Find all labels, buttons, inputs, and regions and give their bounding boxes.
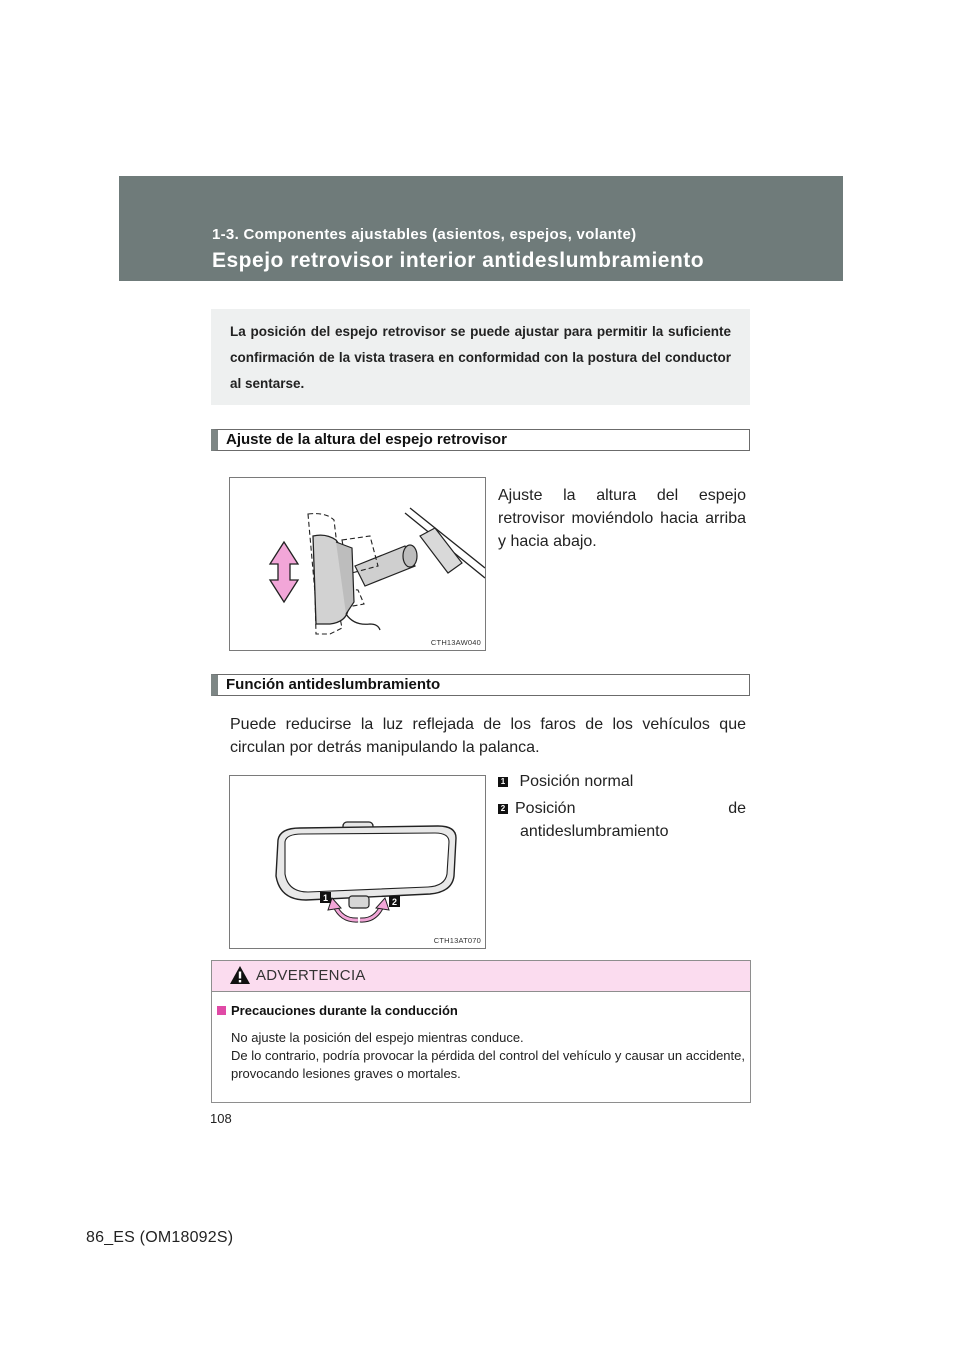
warning-subtitle [217, 1003, 458, 1018]
rotate-right-arrow-icon [376, 898, 389, 910]
up-down-arrow-icon [270, 542, 298, 602]
callout-2-label: 2 [391, 897, 398, 907]
figure-mirror-antiglare [229, 775, 486, 949]
list-item [498, 797, 746, 843]
warning-body [231, 1029, 745, 1083]
pink-square-icon [217, 1006, 226, 1015]
warning-triangle-icon [229, 965, 251, 985]
page-title: Espejo retrovisor interior antideslumbramiento [212, 249, 705, 272]
document-code: 86_ES (OM18092S) [86, 1229, 234, 1246]
page-number: 108 [210, 1111, 232, 1126]
item-number-badge: 2 [498, 804, 508, 814]
item-label: Posición de [515, 800, 746, 817]
intro-text: La posición del espejo retrovisor se puede ajustar para permitir la suficiente confirmación de la vista trasera en conformidad con la postura del conductor al sentarse. [230, 324, 731, 391]
mirror-antiglare-illustration [230, 776, 485, 948]
mirror-height-illustration [230, 478, 485, 650]
item-label-continued: antideslumbramiento [520, 823, 669, 840]
item-number-badge: 1 [498, 777, 508, 787]
list-item [498, 770, 633, 793]
figure-mirror-height [229, 477, 486, 651]
warning-line: No ajuste la posición del espejo mientras conduce. [231, 1030, 524, 1045]
section-path: 1-3. Componentes ajustables (asientos, espejos, volante) [212, 226, 637, 243]
warning-box [211, 960, 751, 1103]
subheading-height-adjustment: Ajuste de la altura del espejo retrovisor [211, 429, 750, 451]
warning-line: De lo contrario, podría provocar la pérdida del control del vehículo y causar un accidente, provocando lesiones graves o mortales. [231, 1048, 745, 1081]
warning-header [212, 961, 750, 992]
subheading-antiglare: Función antideslumbramiento [211, 674, 750, 696]
intro-box [211, 309, 750, 405]
warning-title: ADVERTENCIA [256, 967, 366, 984]
warning-subtitle-text: Precauciones durante la conducción [231, 1003, 458, 1018]
height-adjust-text: Ajuste la altura del espejo retrovisor moviéndolo hacia arriba y hacia abajo. [498, 487, 746, 550]
callout-1-label: 1 [322, 893, 329, 903]
figure-code: CTH13AT070 [433, 936, 481, 945]
antiglare-text: Puede reducirse la luz reflejada de los faros de los vehículos que circulan por detrás manipulando la palanca. [230, 716, 746, 756]
figure-code: CTH13AW040 [430, 638, 481, 647]
item-label: Posición normal [519, 773, 634, 790]
